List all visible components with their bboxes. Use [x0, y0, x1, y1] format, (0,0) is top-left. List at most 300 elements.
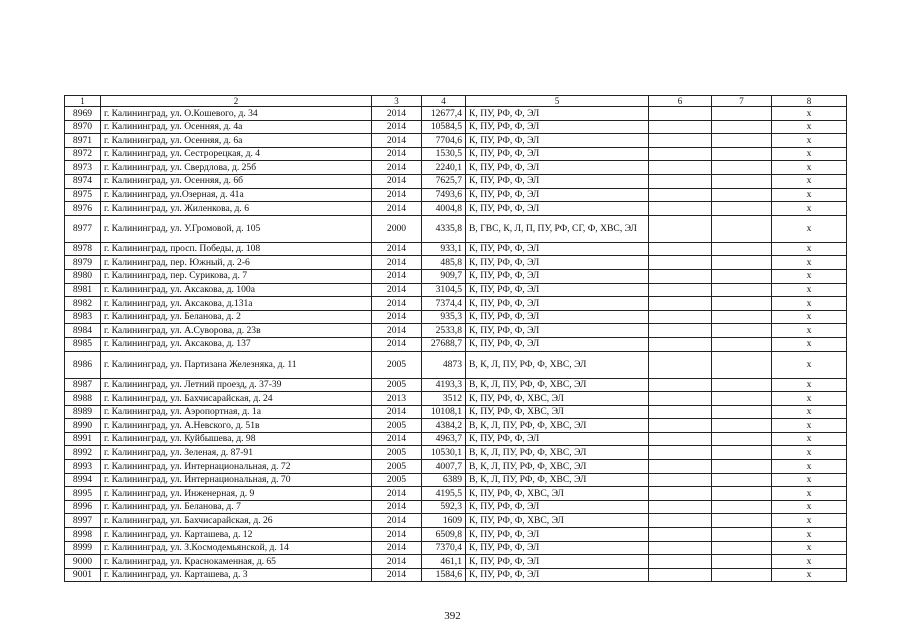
col7-cell [712, 310, 772, 324]
col8-cell: х [772, 351, 847, 378]
row-number-cell: 8981 [65, 283, 101, 297]
col6-cell [649, 460, 712, 474]
table-row [65, 107, 847, 121]
col7-cell [712, 487, 772, 501]
works-cell: В, ГВС, К, Л, П, ПУ, РФ, СГ, Ф, ХВС, ЭЛ [466, 215, 649, 242]
works-cell: В, К, Л, ПУ, РФ, Ф, ХВС, ЭЛ [466, 419, 649, 433]
table-row [65, 405, 847, 419]
col7-cell [712, 120, 772, 134]
col6-cell [649, 487, 712, 501]
year-cell: 2014 [372, 528, 422, 542]
area-cell: 7704,6 [422, 134, 466, 148]
col6-cell [649, 392, 712, 406]
col7-cell [712, 460, 772, 474]
table-row [65, 256, 847, 270]
table-row [65, 528, 847, 542]
address-cell: г. Калининград, ул. Осенняя, д. 6б [101, 174, 372, 188]
table-row [65, 446, 847, 460]
works-cell: К, ПУ, РФ, Ф, ЭЛ [466, 174, 649, 188]
col6-cell [649, 473, 712, 487]
table-row [65, 419, 847, 433]
row-number-cell: 8986 [65, 351, 101, 378]
table-header-row [65, 96, 847, 107]
col7-cell [712, 568, 772, 582]
col8-cell: х [772, 432, 847, 446]
address-cell: г. Калининград, ул. Интернациональная, д. 70 [101, 473, 372, 487]
col7-cell [712, 107, 772, 121]
row-number-cell: 8990 [65, 419, 101, 433]
works-cell: К, ПУ, РФ, Ф, ЭЛ [466, 161, 649, 175]
table-row [65, 269, 847, 283]
col7-cell [712, 432, 772, 446]
address-cell: г. Калининград, ул. Инженерная, д. 9 [101, 487, 372, 501]
row-number-cell: 8994 [65, 473, 101, 487]
row-number-cell: 8988 [65, 392, 101, 406]
col7-cell [712, 269, 772, 283]
col8-cell: х [772, 256, 847, 270]
row-number-cell: 8985 [65, 337, 101, 351]
col6-cell [649, 215, 712, 242]
col6-cell [649, 528, 712, 542]
works-cell: К, ПУ, РФ, Ф, ЭЛ [466, 432, 649, 446]
col7-cell [712, 134, 772, 148]
area-cell: 6509,8 [422, 528, 466, 542]
works-cell: К, ПУ, РФ, Ф, ЭЛ [466, 107, 649, 121]
year-cell: 2014 [372, 161, 422, 175]
works-cell: К, ПУ, РФ, Ф, ЭЛ [466, 337, 649, 351]
area-cell: 6389 [422, 473, 466, 487]
row-number-cell: 8973 [65, 161, 101, 175]
row-number-cell: 8995 [65, 487, 101, 501]
year-cell: 2005 [372, 460, 422, 474]
col7-cell [712, 541, 772, 555]
works-cell: К, ПУ, РФ, Ф, ЭЛ [466, 147, 649, 161]
area-cell: 933,1 [422, 242, 466, 256]
works-cell: К, ПУ, РФ, Ф, ЭЛ [466, 541, 649, 555]
col7-cell [712, 215, 772, 242]
year-cell: 2014 [372, 134, 422, 148]
col8-cell: х [772, 202, 847, 216]
year-cell: 2005 [372, 419, 422, 433]
works-cell: К, ПУ, РФ, Ф, ЭЛ [466, 283, 649, 297]
table-row [65, 514, 847, 528]
table-row [65, 568, 847, 582]
col8-cell: х [772, 378, 847, 392]
col6-cell [649, 161, 712, 175]
page-number: 392 [444, 610, 461, 622]
col6-cell [649, 541, 712, 555]
works-cell: В, К, Л, ПУ, РФ, Ф, ХВС, ЭЛ [466, 351, 649, 378]
works-cell: К, ПУ, РФ, Ф, ХВС, ЭЛ [466, 392, 649, 406]
table-row [65, 310, 847, 324]
year-cell: 2014 [372, 202, 422, 216]
col8-cell: х [772, 161, 847, 175]
table-row [65, 215, 847, 242]
works-cell: К, ПУ, РФ, Ф, ЭЛ [466, 500, 649, 514]
col6-cell [649, 555, 712, 569]
col8-cell: х [772, 269, 847, 283]
area-cell: 10530,1 [422, 446, 466, 460]
address-cell: г. Калининград, ул. Карташева, д. 3 [101, 568, 372, 582]
col6-cell [649, 446, 712, 460]
area-cell: 4384,2 [422, 419, 466, 433]
row-number-cell: 8999 [65, 541, 101, 555]
col7-cell [712, 188, 772, 202]
address-cell: г. Калининград, ул. Аксакова, д. 137 [101, 337, 372, 351]
row-number-cell: 8992 [65, 446, 101, 460]
area-cell: 7625,7 [422, 174, 466, 188]
row-number-cell: 8991 [65, 432, 101, 446]
col7-cell [712, 446, 772, 460]
area-cell: 7493,6 [422, 188, 466, 202]
col7-cell [712, 419, 772, 433]
col7-cell [712, 256, 772, 270]
col8-cell: х [772, 134, 847, 148]
area-cell: 935,3 [422, 310, 466, 324]
year-cell: 2014 [372, 120, 422, 134]
header-cell: 3 [372, 96, 422, 107]
area-cell: 10584,5 [422, 120, 466, 134]
table-row [65, 392, 847, 406]
col8-cell: х [772, 405, 847, 419]
area-cell: 10108,1 [422, 405, 466, 419]
row-number-cell: 8979 [65, 256, 101, 270]
address-cell: г. Калининград, ул. Карташева, д. 12 [101, 528, 372, 542]
year-cell: 2014 [372, 297, 422, 311]
col8-cell: х [772, 460, 847, 474]
col7-cell [712, 297, 772, 311]
table-row [65, 337, 847, 351]
row-number-cell: 8975 [65, 188, 101, 202]
col6-cell [649, 269, 712, 283]
area-cell: 1609 [422, 514, 466, 528]
col6-cell [649, 256, 712, 270]
col8-cell: х [772, 283, 847, 297]
col6-cell [649, 500, 712, 514]
works-cell: К, ПУ, РФ, Ф, ЭЛ [466, 134, 649, 148]
address-cell: г. Калининград, ул. А.Суворова, д. 23в [101, 324, 372, 338]
area-cell: 4873 [422, 351, 466, 378]
row-number-cell: 8980 [65, 269, 101, 283]
works-cell: К, ПУ, РФ, Ф, ЭЛ [466, 202, 649, 216]
year-cell: 2014 [372, 310, 422, 324]
year-cell: 2005 [372, 351, 422, 378]
col8-cell: х [772, 568, 847, 582]
table-row [65, 555, 847, 569]
table-row [65, 500, 847, 514]
year-cell: 2014 [372, 500, 422, 514]
area-cell: 4195,5 [422, 487, 466, 501]
area-cell: 2240,1 [422, 161, 466, 175]
row-number-cell: 8996 [65, 500, 101, 514]
col6-cell [649, 283, 712, 297]
table-body [65, 96, 847, 582]
col8-cell: х [772, 188, 847, 202]
area-cell: 461,1 [422, 555, 466, 569]
col7-cell [712, 337, 772, 351]
area-cell: 3512 [422, 392, 466, 406]
address-cell: г. Калининград, пер. Южный, д. 2-6 [101, 256, 372, 270]
header-cell: 5 [466, 96, 649, 107]
col7-cell [712, 392, 772, 406]
col6-cell [649, 120, 712, 134]
table-row [65, 174, 847, 188]
col7-cell [712, 161, 772, 175]
area-cell: 7370,4 [422, 541, 466, 555]
year-cell: 2014 [372, 337, 422, 351]
address-cell: г. Калининград, ул. Беланова, д. 7 [101, 500, 372, 514]
year-cell: 2000 [372, 215, 422, 242]
works-cell: К, ПУ, РФ, Ф, ХВС, ЭЛ [466, 405, 649, 419]
address-cell: г. Калининград, ул. З.Космодемьянской, д. 14 [101, 541, 372, 555]
row-number-cell: 8989 [65, 405, 101, 419]
col6-cell [649, 378, 712, 392]
area-cell: 1530,5 [422, 147, 466, 161]
address-cell: г. Калининград, ул. Партизана Железняка, д. 11 [101, 351, 372, 378]
col6-cell [649, 188, 712, 202]
area-cell: 4004,8 [422, 202, 466, 216]
address-cell: г. Калининград, ул. Зеленая, д. 87-91 [101, 446, 372, 460]
year-cell: 2014 [372, 283, 422, 297]
area-cell: 27688,7 [422, 337, 466, 351]
address-cell: г. Калининград, ул. У.Громовой, д. 105 [101, 215, 372, 242]
col8-cell: х [772, 324, 847, 338]
document-table-container [64, 95, 846, 582]
table-row [65, 147, 847, 161]
row-number-cell: 8998 [65, 528, 101, 542]
col7-cell [712, 528, 772, 542]
area-cell: 3104,5 [422, 283, 466, 297]
works-cell: К, ПУ, РФ, Ф, ЭЛ [466, 310, 649, 324]
address-cell: г. Калининград, ул. Осенняя, д. 4а [101, 120, 372, 134]
col6-cell [649, 337, 712, 351]
col6-cell [649, 514, 712, 528]
col8-cell: х [772, 174, 847, 188]
col6-cell [649, 310, 712, 324]
table-row [65, 188, 847, 202]
address-cell: г. Калининград, ул. Летний проезд, д. 37-39 [101, 378, 372, 392]
address-cell: г. Калининград, ул. А.Невского, д. 51в [101, 419, 372, 433]
col8-cell: х [772, 337, 847, 351]
row-number-cell: 8974 [65, 174, 101, 188]
col7-cell [712, 147, 772, 161]
row-number-cell: 8983 [65, 310, 101, 324]
year-cell: 2005 [372, 473, 422, 487]
header-cell: 2 [101, 96, 372, 107]
col6-cell [649, 568, 712, 582]
col7-cell [712, 202, 772, 216]
row-number-cell: 9000 [65, 555, 101, 569]
row-number-cell: 8971 [65, 134, 101, 148]
year-cell: 2014 [372, 487, 422, 501]
works-cell: К, ПУ, РФ, Ф, ЭЛ [466, 269, 649, 283]
address-cell: г. Калининград, ул. Осенняя, д. 6а [101, 134, 372, 148]
col6-cell [649, 297, 712, 311]
year-cell: 2014 [372, 174, 422, 188]
row-number-cell: 8976 [65, 202, 101, 216]
year-cell: 2014 [372, 514, 422, 528]
year-cell: 2014 [372, 432, 422, 446]
area-cell: 1584,6 [422, 568, 466, 582]
address-cell: г. Калининград, просп. Победы, д. 108 [101, 242, 372, 256]
table-row [65, 351, 847, 378]
col7-cell [712, 378, 772, 392]
area-cell: 4193,3 [422, 378, 466, 392]
works-cell: К, ПУ, РФ, Ф, ЭЛ [466, 324, 649, 338]
header-cell: 4 [422, 96, 466, 107]
table-row [65, 378, 847, 392]
address-cell: г. Калининград, ул.Озерная, д. 41а [101, 188, 372, 202]
works-cell: В, К, Л, ПУ, РФ, Ф, ХВС, ЭЛ [466, 473, 649, 487]
row-number-cell: 8970 [65, 120, 101, 134]
col8-cell: х [772, 120, 847, 134]
header-cell: 8 [772, 96, 847, 107]
works-cell: В, К, Л, ПУ, РФ, Ф, ХВС, ЭЛ [466, 460, 649, 474]
area-cell: 4335,8 [422, 215, 466, 242]
area-cell: 12677,4 [422, 107, 466, 121]
year-cell: 2005 [372, 378, 422, 392]
row-number-cell: 8987 [65, 378, 101, 392]
col8-cell: х [772, 147, 847, 161]
col8-cell: х [772, 107, 847, 121]
works-cell: К, ПУ, РФ, Ф, ХВС, ЭЛ [466, 514, 649, 528]
area-cell: 592,3 [422, 500, 466, 514]
col7-cell [712, 473, 772, 487]
table-row [65, 242, 847, 256]
area-cell: 909,7 [422, 269, 466, 283]
col7-cell [712, 405, 772, 419]
col6-cell [649, 324, 712, 338]
row-number-cell: 8972 [65, 147, 101, 161]
year-cell: 2014 [372, 324, 422, 338]
row-number-cell: 8978 [65, 242, 101, 256]
area-cell: 485,8 [422, 256, 466, 270]
col8-cell: х [772, 419, 847, 433]
col6-cell [649, 405, 712, 419]
table-row [65, 460, 847, 474]
table-row [65, 134, 847, 148]
address-cell: г. Калининград, ул. Свердлова, д. 25б [101, 161, 372, 175]
address-cell: г. Калининград, ул. Бахчисарайская, д. 24 [101, 392, 372, 406]
address-cell: г. Калининград, ул. Аэропортная, д. 1а [101, 405, 372, 419]
col7-cell [712, 324, 772, 338]
year-cell: 2014 [372, 188, 422, 202]
col8-cell: х [772, 514, 847, 528]
col8-cell: х [772, 541, 847, 555]
col6-cell [649, 134, 712, 148]
address-cell: г. Калининград, ул. Краснокаменная, д. 65 [101, 555, 372, 569]
col7-cell [712, 514, 772, 528]
col6-cell [649, 174, 712, 188]
col8-cell: х [772, 215, 847, 242]
col7-cell [712, 500, 772, 514]
address-cell: г. Калининград, ул. Аксакова, д. 100а [101, 283, 372, 297]
header-cell: 1 [65, 96, 101, 107]
year-cell: 2014 [372, 147, 422, 161]
col8-cell: х [772, 242, 847, 256]
col8-cell: х [772, 446, 847, 460]
table-row [65, 161, 847, 175]
row-number-cell: 9001 [65, 568, 101, 582]
works-cell: К, ПУ, РФ, Ф, ЭЛ [466, 120, 649, 134]
year-cell: 2014 [372, 541, 422, 555]
col6-cell [649, 419, 712, 433]
works-cell: К, ПУ, РФ, Ф, ЭЛ [466, 568, 649, 582]
col6-cell [649, 242, 712, 256]
year-cell: 2014 [372, 269, 422, 283]
col8-cell: х [772, 392, 847, 406]
col8-cell: х [772, 473, 847, 487]
row-number-cell: 8993 [65, 460, 101, 474]
address-cell: г. Калининград, ул. О.Кошевого, д. 34 [101, 107, 372, 121]
row-number-cell: 8984 [65, 324, 101, 338]
table-row [65, 324, 847, 338]
header-cell: 7 [712, 96, 772, 107]
year-cell: 2005 [372, 446, 422, 460]
year-cell: 2013 [372, 392, 422, 406]
row-number-cell: 8969 [65, 107, 101, 121]
address-cell: г. Калининград, ул. Жиленкова, д. 6 [101, 202, 372, 216]
table-row [65, 283, 847, 297]
year-cell: 2014 [372, 405, 422, 419]
area-cell: 4007,7 [422, 460, 466, 474]
col8-cell: х [772, 487, 847, 501]
area-cell: 4963,7 [422, 432, 466, 446]
works-cell: В, К, Л, ПУ, РФ, Ф, ХВС, ЭЛ [466, 446, 649, 460]
col8-cell: х [772, 310, 847, 324]
col6-cell [649, 147, 712, 161]
col6-cell [649, 107, 712, 121]
table-row [65, 487, 847, 501]
col7-cell [712, 242, 772, 256]
col8-cell: х [772, 500, 847, 514]
col8-cell: х [772, 555, 847, 569]
area-cell: 7374,4 [422, 297, 466, 311]
col6-cell [649, 351, 712, 378]
address-cell: г. Калининград, ул. Бахчисарайская, д. 26 [101, 514, 372, 528]
address-cell: г. Калининград, ул. Беланова, д. 2 [101, 310, 372, 324]
table-row [65, 297, 847, 311]
year-cell: 2014 [372, 256, 422, 270]
works-cell: К, ПУ, РФ, Ф, ЭЛ [466, 555, 649, 569]
table-row [65, 473, 847, 487]
works-cell: К, ПУ, РФ, Ф, ЭЛ [466, 256, 649, 270]
year-cell: 2014 [372, 242, 422, 256]
address-cell: г. Калининград, ул. Куйбышева, д. 98 [101, 432, 372, 446]
address-cell: г. Калининград, ул. Интернациональная, д. 72 [101, 460, 372, 474]
works-cell: К, ПУ, РФ, Ф, ХВС, ЭЛ [466, 487, 649, 501]
address-cell: г. Калининград, ул. Аксакова, д.131а [101, 297, 372, 311]
table-row [65, 432, 847, 446]
col8-cell: х [772, 528, 847, 542]
works-cell: К, ПУ, РФ, Ф, ЭЛ [466, 297, 649, 311]
col6-cell [649, 202, 712, 216]
col7-cell [712, 174, 772, 188]
address-cell: г. Калининград, ул. Сестрорецкая, д. 4 [101, 147, 372, 161]
works-cell: В, К, Л, ПУ, РФ, Ф, ХВС, ЭЛ [466, 378, 649, 392]
housing-registry-table [64, 95, 847, 582]
row-number-cell: 8977 [65, 215, 101, 242]
works-cell: К, ПУ, РФ, Ф, ЭЛ [466, 528, 649, 542]
works-cell: К, ПУ, РФ, Ф, ЭЛ [466, 242, 649, 256]
year-cell: 2014 [372, 568, 422, 582]
row-number-cell: 8997 [65, 514, 101, 528]
year-cell: 2014 [372, 107, 422, 121]
area-cell: 2533,8 [422, 324, 466, 338]
works-cell: К, ПУ, РФ, Ф, ЭЛ [466, 188, 649, 202]
col7-cell [712, 555, 772, 569]
row-number-cell: 8982 [65, 297, 101, 311]
